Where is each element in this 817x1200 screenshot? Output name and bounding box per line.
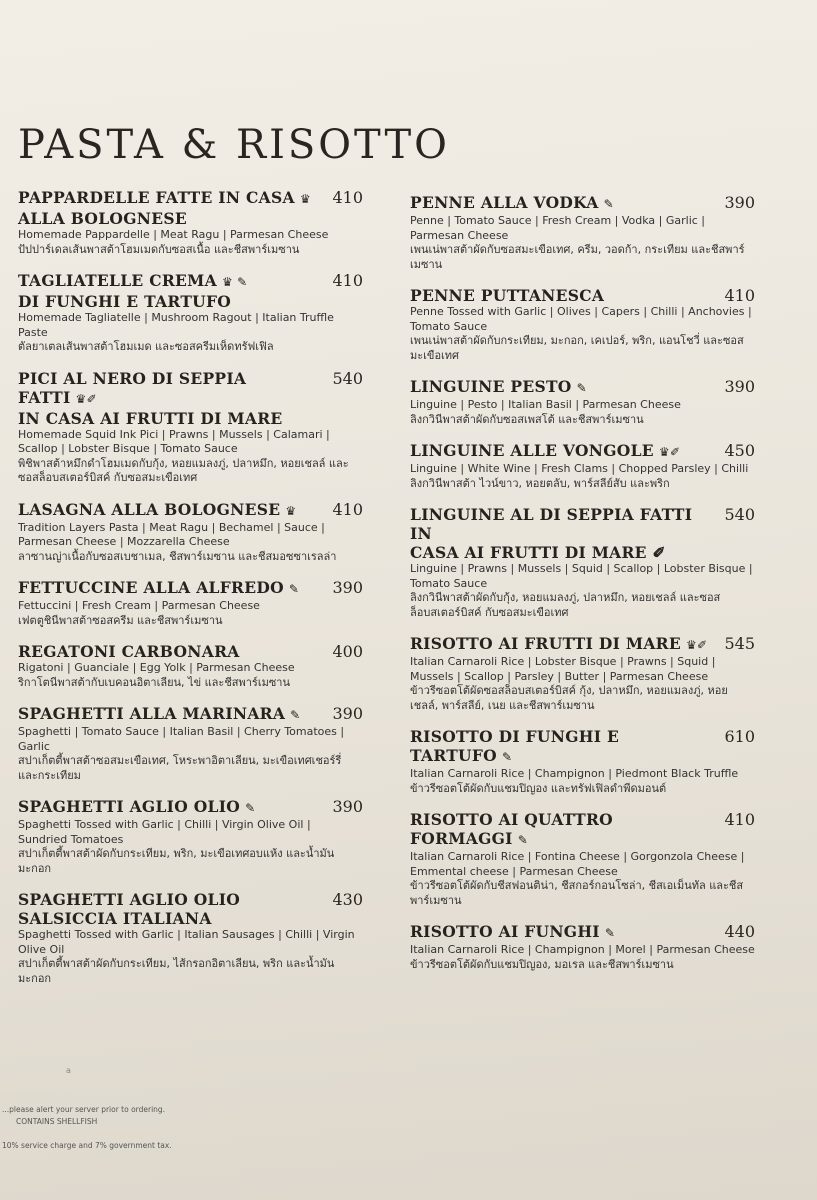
menu-item-header — [18, 642, 363, 661]
dish-price: 410 — [724, 286, 755, 305]
menu-item — [410, 810, 755, 908]
dish-name — [410, 377, 587, 398]
dietary-icon: ✎ — [517, 833, 529, 847]
dish-description-thai: สปาเก็ตตี้พาสต้าซอสมะเขือเทศ, โหระพาอิตาเลียน, มะเขือเทศเชอร์รี่ และกระเทียม — [18, 754, 342, 782]
dietary-icon: ♛ — [299, 192, 311, 206]
dish-description-thai: เพนเน่พาสต้าผัดกับซอสมะเขือเทศ, ครีม, วอดก้า, กระเทียม และชีสพาร์เมซาน — [410, 243, 745, 271]
menu-item — [410, 377, 755, 427]
dish-price: 390 — [724, 377, 755, 396]
dish-name — [410, 727, 716, 767]
menu-item-header — [18, 188, 363, 228]
dish-description-thai: เพนเน่พาสต้าผัดกับกระเทียม, มะกอก, เคเปอร์, พริก, แอนโชวี่ และซอสมะเขือเทศ — [410, 334, 744, 362]
menu-item-header — [410, 922, 755, 943]
dish-name — [18, 890, 240, 928]
dish-name-line: SALSICCIA ITALIANA — [18, 909, 212, 928]
menu-item-header — [18, 271, 363, 311]
dish-name — [18, 704, 301, 725]
dish-name-line: SPAGHETTI AGLIO OLIO — [18, 890, 241, 909]
dish-name-line: PAPPARDELLE FATTE IN CASA — [18, 188, 295, 207]
menu-item-header — [410, 505, 755, 562]
dietary-icon: ♛✐ — [685, 638, 708, 652]
dish-description: Spaghetti Tossed with Garlic | Italian Sausages | Chilli | Virgin Olive Oil — [18, 928, 355, 956]
dish-description-thai: ปัปปาร์เดลเส้นพาสต้าโฮมเมดกับซอสเนื้อ และชีสพาร์เมซาน — [18, 242, 300, 256]
dish-description: Spaghetti Tossed with Garlic | Chilli | Virgin Olive Oil | Sundried Tomatoes — [18, 818, 311, 846]
dish-price: 390 — [332, 797, 363, 816]
left-column — [18, 188, 363, 1000]
dish-description: Fettuccini | Fresh Cream | Parmesan Cheese — [18, 599, 260, 612]
dish-price: 450 — [724, 441, 755, 460]
dish-name — [410, 286, 604, 305]
menu-item — [410, 505, 755, 620]
dish-name-line: LINGUINE AL DI SEPPIA FATTI IN — [410, 505, 693, 543]
dietary-icon: ✎ — [604, 926, 616, 940]
dietary-icon: ✎ — [290, 708, 301, 722]
menu-item-header — [18, 890, 363, 928]
dish-description: Penne | Tomato Sauce | Fresh Cream | Vodka | Garlic | Parmesan Cheese — [410, 214, 706, 242]
dietary-icon: ✎ — [603, 197, 614, 211]
menu-item-header — [410, 441, 755, 462]
menu-item — [410, 727, 755, 796]
dietary-icon: ✎ — [288, 582, 300, 596]
dish-description: Italian Carnaroli Rice | Champignon | Piedmont Black Truffle — [410, 767, 739, 780]
menu-item-header — [410, 377, 755, 398]
menu-item — [18, 704, 363, 783]
dish-name-line: LINGUINE ALLE VONGOLE — [410, 441, 654, 460]
dish-description: Linguine | Prawns | Mussels | Squid | Scallop | Lobster Bisque | Tomato Sauce — [410, 562, 753, 590]
dietary-icon: ✎ — [245, 801, 256, 815]
dish-description: Rigatoni | Guanciale | Egg Yolk | Parmesan Cheese — [18, 661, 295, 674]
menu-item-header — [18, 578, 363, 599]
dish-name — [410, 193, 614, 214]
dish-description: Homemade Tagliatelle | Mushroom Ragout | Italian Truffle Paste — [18, 311, 334, 339]
right-column — [410, 193, 755, 986]
dish-description-thai: ข้าวรีซอตโต้ผัดกับชีสฟอนติน่า, ชีสกอร์กอนโซล่า, ชีสเอเม็นทัล และชีสพาร์เมซาน — [410, 879, 744, 907]
shellfish-legend: CONTAINS SHELLFISH — [16, 1117, 98, 1126]
dish-description-thai: สปาเก็ตตี้พาสต้าผัดกับกระเทียม, ไส้กรอกอิตาเลียน, พริก และน้ำมันมะกอก — [18, 957, 335, 985]
menu-item — [18, 500, 363, 565]
menu-item-header — [410, 286, 755, 305]
dish-price: 390 — [332, 704, 363, 723]
dish-price: 410 — [332, 188, 363, 207]
page-title: PASTA & RISOTTO — [18, 122, 450, 168]
dish-price: 410 — [724, 810, 755, 829]
dish-price: 410 — [332, 271, 363, 290]
dish-description-thai: ลาซานญ่าเนื้อกับซอสเบชาเมล, ชีสพาร์เมซาน และชีสมอซซาเรลล่า — [18, 549, 337, 563]
dish-price: 545 — [724, 634, 755, 653]
dish-name-line: CASA AI FRUTTI DI MARE ✐ — [410, 543, 666, 562]
menu-item-header — [410, 810, 755, 850]
dish-description-thai: ลิงกวินีพาสต้า ไวน์ขาว, หอยตลับ, พาร์สลีย์สับ และพริก — [410, 476, 670, 490]
dish-name-line: SPAGHETTI AGLIO OLIO — [18, 797, 241, 816]
dish-description-thai: สปาเก็ตตี้พาสต้าผัดกับกระเทียม, พริก, มะเขือเทศอบแห้ง และน้ำมันมะกอก — [18, 847, 335, 875]
dish-name — [410, 922, 615, 943]
dish-price: 390 — [332, 578, 363, 597]
dish-description: Italian Carnaroli Rice | Champignon | Morel | Parmesan Cheese — [410, 943, 755, 956]
dish-description-thai: พิชิพาสต้าหมึกดำโฮมเมดกับกุ้ง, หอยแมลงภู่, ปลาหมึก, หอยเชลล์ และซอสล็อบสเตอร์บิสค์ กับซอสมะเขือเทศ — [18, 456, 349, 484]
menu-item — [18, 188, 363, 257]
dietary-icon: ♛✐ — [75, 391, 97, 406]
dish-description: Linguine | White Wine | Fresh Clams | Chopped Parsley | Chilli — [410, 462, 749, 475]
dietary-icon: ✎ — [501, 750, 513, 764]
dish-name — [410, 505, 716, 562]
dish-name — [18, 500, 296, 521]
dish-name-line: RISOTTO AI QUATTRO FORMAGGI — [410, 810, 613, 848]
dish-description-thai: ลิงกวินีพาสต้าผัดกับกุ้ง, หอยแมลงภู่, ปลาหมึก, หอยเชลล์ และซอสล็อบสเตอร์บิสค์ กับซอสมะเขือเทศ — [410, 591, 721, 619]
page-mark: a — [66, 1066, 71, 1075]
dish-description-thai: ข้าวรีซอตโต้ผัดกับแชมปิญอง, มอเรล และชีสพาร์เมซาน — [410, 957, 674, 971]
dietary-icon: ♛ ✎ — [221, 275, 248, 289]
dish-name-line: TAGLIATELLE CREMA — [18, 271, 217, 290]
dish-name — [18, 369, 324, 428]
menu-item — [410, 193, 755, 272]
dish-name-line: RISOTTO AI FRUTTI DI MARE — [410, 634, 681, 653]
dish-name — [18, 797, 255, 818]
dish-name-line: LINGUINE PESTO — [410, 377, 572, 396]
menu-item-header — [410, 193, 755, 214]
dish-name-line: REGATONI CARBONARA — [18, 642, 240, 661]
dish-price: 390 — [724, 193, 755, 212]
dish-description: Italian Carnaroli Rice | Fontina Cheese | Gorgonzola Cheese | Emmental cheese | Parmesan Cheese — [410, 850, 745, 878]
menu-item — [410, 922, 755, 972]
dish-name-line: FETTUCCINE ALLA ALFREDO — [18, 578, 284, 597]
dish-name-line: LASAGNA ALLA BOLOGNESE — [18, 499, 281, 519]
dish-name — [410, 634, 707, 655]
dish-description-thai: ริกาโตนีพาสต้ากับเบคอนอิตาเลียน, ไข่ และชีสพาร์เมซาน — [18, 675, 291, 689]
menu-item — [18, 369, 363, 486]
dietary-icon: ✎ — [576, 381, 587, 395]
dish-name-line: RISOTTO AI FUNGHI — [410, 922, 600, 941]
dish-name-line: ALLA BOLOGNESE — [18, 209, 187, 228]
menu-item-header — [410, 634, 755, 655]
tax-note: 10% service charge and 7% government tax. — [2, 1141, 172, 1150]
menu-item — [410, 441, 755, 491]
dish-name — [410, 441, 680, 462]
menu-item — [18, 271, 363, 355]
dish-name — [410, 810, 716, 850]
dish-price: 430 — [332, 890, 363, 909]
dish-price: 540 — [724, 505, 755, 524]
menu-item-header — [18, 704, 363, 725]
dish-description: Linguine | Pesto | Italian Basil | Parmesan Cheese — [410, 398, 681, 411]
menu-item — [18, 797, 363, 876]
dish-name — [18, 271, 247, 311]
dish-description: Italian Carnaroli Rice | Lobster Bisque | Prawns | Squid | Mussels | Scallop | Parsley | Butter | Parmesan Cheese — [410, 655, 716, 683]
menu-item — [410, 634, 755, 713]
dish-name-line: PENNE PUTTANESCA — [410, 286, 605, 305]
dish-price: 440 — [724, 922, 755, 941]
dish-name-line: RISOTTO DI FUNGHI E TARTUFO — [410, 727, 620, 765]
dish-name — [18, 188, 311, 228]
dish-description-thai: ตัลยาเตลเส้นพาสต้าโฮมเมด และซอสครีมเห็ดทรัฟเฟิล — [18, 340, 274, 353]
dish-name-line: PICI AL NERO DI SEPPIA FATTI — [18, 368, 247, 407]
dietary-icon: ♛✐ — [658, 445, 681, 459]
dish-description-thai: ข้าวรีซอตโต้ผัดซอสล็อบสเตอร์บิสค์ กุ้ง, ปลาหมึก, หอยแมลงภู่, หอยเชลล์, พาร์สลีย์, เนย และชีสพาร์เมซาน — [410, 684, 728, 712]
allergy-note: ...please alert your server prior to ordering. — [2, 1105, 166, 1114]
dish-description: Homemade Squid Ink Pici | Prawns | Mussels | Calamari | Scallop | Lobster Bisque | Tomato Sauce — [18, 427, 330, 455]
menu-item — [18, 578, 363, 628]
dish-name — [18, 578, 299, 599]
dish-description: Spaghetti | Tomato Sauce | Italian Basil | Cherry Tomatoes | Garlic — [18, 725, 345, 753]
menu-item-header — [410, 727, 755, 767]
dish-name-line: IN CASA AI FRUTTI DI MARE — [18, 408, 283, 428]
menu-item-header — [18, 797, 363, 818]
dish-price: 410 — [332, 499, 363, 519]
dish-price: 540 — [332, 368, 363, 388]
dish-description: Penne Tossed with Garlic | Olives | Capers | Chilli | Anchovies | Tomato Sauce — [410, 305, 752, 333]
dish-name — [18, 642, 240, 661]
dish-description: Homemade Pappardelle | Meat Ragu | Parmesan Cheese — [18, 228, 329, 241]
dish-description-thai: ลิงกวินีพาสต้าผัดกับซอสเพสโต้ และชีสพาร์เมซาน — [410, 412, 644, 426]
dish-description-thai: ข้าวรีซอตโต้ผัดกับแชมปิญอง และทรัฟเฟิลดำพีดมอนต์ — [410, 781, 667, 795]
dietary-icon: ♛ — [285, 503, 297, 518]
dish-price: 400 — [332, 642, 363, 661]
dish-name-line: DI FUNGHI E TARTUFO — [18, 292, 232, 311]
menu-item — [18, 642, 363, 690]
dish-name-line: SPAGHETTI ALLA MARINARA — [18, 704, 286, 723]
dish-description: Tradition Layers Pasta | Meat Ragu | Bechamel | Sauce | Parmesan Cheese | Mozzarella Cheese — [18, 520, 325, 548]
dish-name-line: PENNE ALLA VODKA — [410, 193, 599, 212]
menu-item — [410, 286, 755, 363]
menu-item-header — [18, 500, 363, 521]
dish-price: 610 — [724, 727, 755, 746]
menu-item — [18, 890, 363, 986]
dish-description-thai: เฟตตูชินีพาสต้าซอสครีม และชีสพาร์เมซาน — [18, 613, 223, 627]
menu-item-header — [18, 369, 363, 428]
